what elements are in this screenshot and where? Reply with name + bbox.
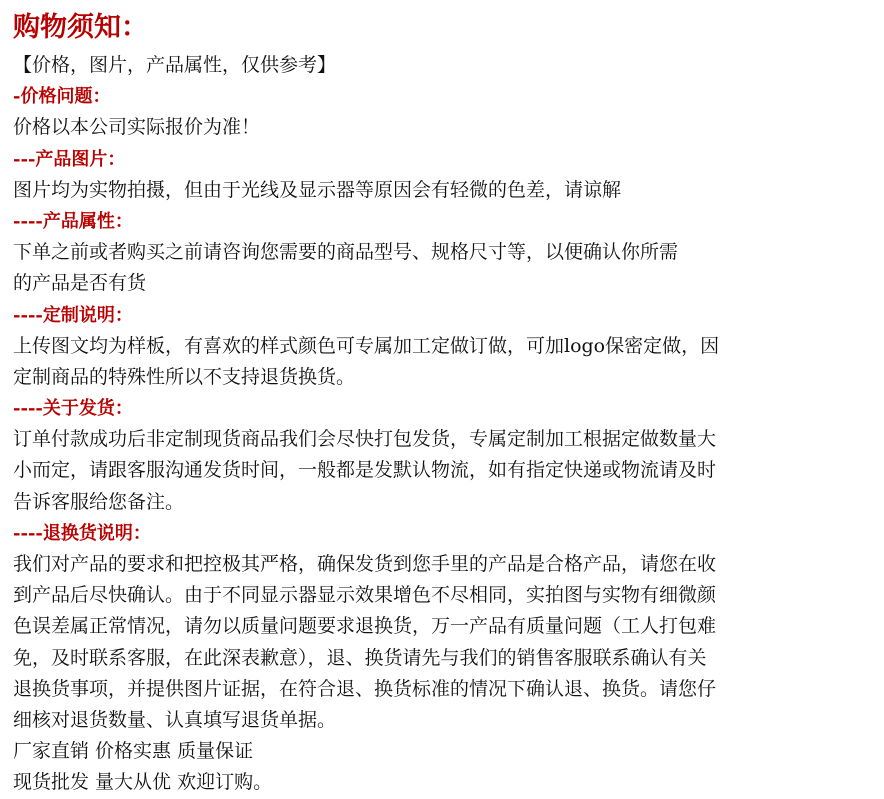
section-body-line: 色误差属正常情况，请勿以质量问题要求退换货，万一产品有质量问题（工人打包难 <box>13 615 717 638</box>
section-customization <box>13 300 875 394</box>
section-price <box>13 81 875 143</box>
section-heading-shipping: ----关于发货： <box>13 398 133 420</box>
footer-slogans <box>13 736 875 798</box>
section-returns <box>13 518 875 736</box>
section-body-line: 价格以本公司实际报价为准！ <box>13 116 261 139</box>
section-product-images <box>13 144 875 206</box>
section-body-line: 上传图文均为样板，有喜欢的样式颜色可专属加工定做订做，可加logo保密定做，因 <box>13 334 720 357</box>
section-body-line: 的产品是否有货 <box>13 272 147 295</box>
section-body-line: 图片均为实物拍摄，但由于光线及显示器等原因会有轻微的色差，请谅解 <box>13 178 622 201</box>
section-product-attributes <box>13 206 875 300</box>
shopping-notice <box>13 6 875 799</box>
section-body-line: 下单之前或者购买之前请咨询您需要的商品型号、规格尺寸等，以便确认你所需 <box>13 241 679 264</box>
section-body-line: 告诉客服给您备注。 <box>13 490 185 513</box>
section-heading-price: -价格问题： <box>13 86 111 108</box>
section-body-line: 到产品后尽快确认。由于不同显示器显示效果增色不尽相同，实拍图与实物有细微颜 <box>13 584 717 607</box>
section-heading-returns: ----退换货说明： <box>13 522 151 544</box>
section-body-line: 细核对退货数量、认真填写退货单据。 <box>13 708 337 731</box>
section-body-line: 退换货事项，并提供图片证据，在符合退、换货标准的情况下确认退、换货。请您仔 <box>13 677 717 700</box>
section-shipping <box>13 393 875 518</box>
section-body-line: 免，及时联系客服，在此深表歉意），退、换货请先与我们的销售客服联系确认有关 <box>13 646 707 669</box>
section-heading-product-attributes: ----产品属性： <box>13 210 133 232</box>
section-body-line: 小而定，请跟客服沟通发货时间，一般都是发默认物流，如有指定快递或物流请及时 <box>13 459 717 482</box>
footer-slogan-line: 厂家直销 价格实惠 质量保证 <box>13 740 254 763</box>
section-body-line: 订单付款成功后非定制现货商品我们会尽快打包发货，专属定制加工根据定做数量大 <box>13 428 717 451</box>
disclaimer-text: 【价格，图片，产品属性，仅供参考】 <box>13 54 337 76</box>
section-body-line: 我们对产品的要求和把控极其严格，确保发货到您手里的产品是合格产品，请您在收 <box>13 553 717 575</box>
section-heading-product-images: ---产品图片： <box>13 148 126 170</box>
section-heading-customization: ----定制说明： <box>13 304 133 326</box>
footer-slogan-line: 现货批发 量大从优 欢迎订购。 <box>13 771 273 794</box>
section-body-line: 定制商品的特殊性所以不支持退货换货。 <box>13 365 356 388</box>
page-title: 购物须知： <box>13 12 148 43</box>
